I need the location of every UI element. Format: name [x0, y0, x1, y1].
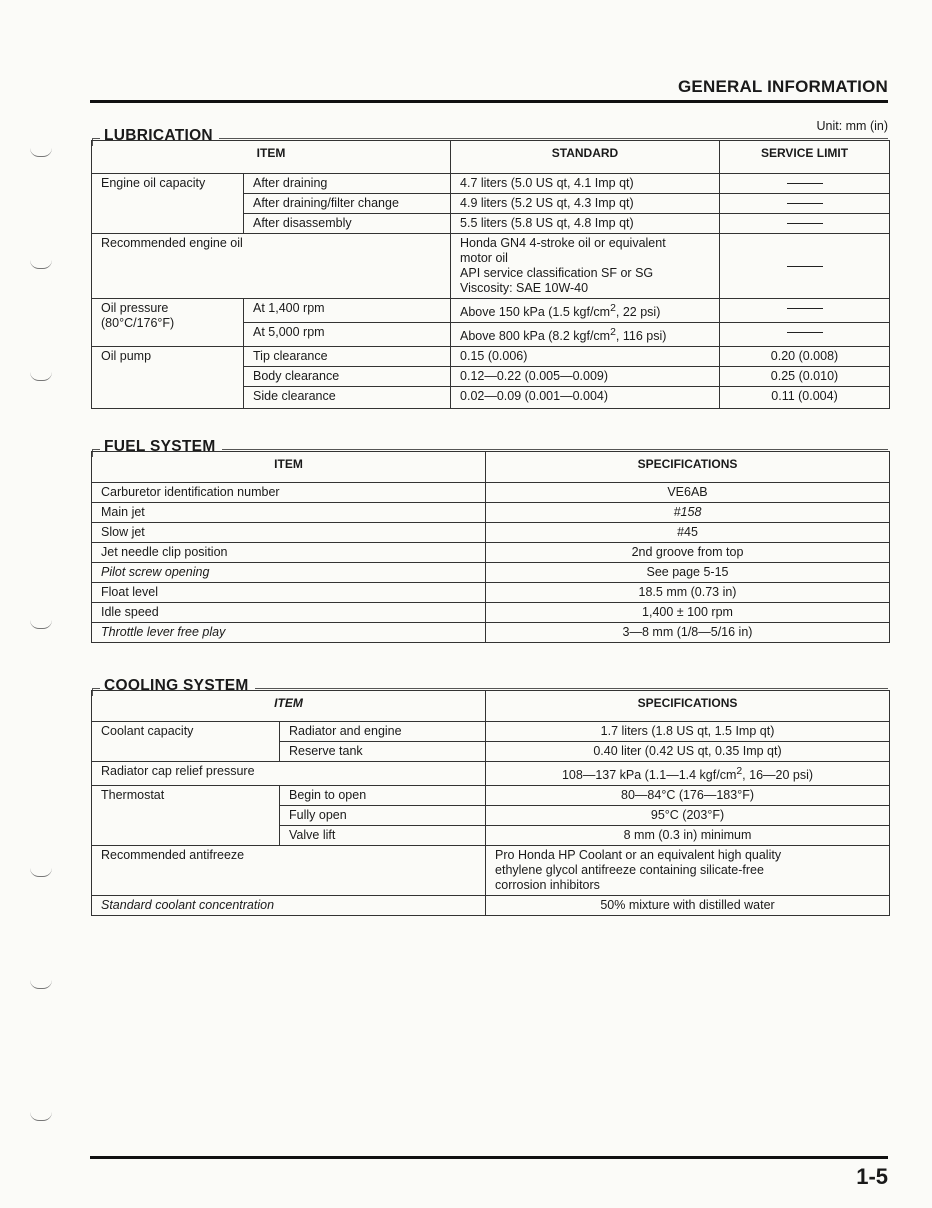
text-part: , 22 psi) — [615, 305, 661, 320]
table-row — [92, 234, 890, 299]
service-limit-value — [720, 194, 890, 214]
standard-value: 4.7 liters (5.0 US qt, 4.1 Imp qt) — [451, 174, 720, 194]
standard-value: 0.12—0.22 (0.005—0.009) — [451, 367, 720, 387]
page-number: 1-5 — [856, 1164, 888, 1189]
row-label: Float level — [92, 583, 486, 603]
row-label: Main jet — [92, 503, 486, 523]
service-limit-value — [720, 234, 890, 299]
row-sub-label: Begin to open — [280, 786, 486, 806]
table-row — [92, 846, 890, 896]
text-line: Honda GN4 4-stroke oil or equivalent — [460, 236, 666, 250]
table-row — [92, 483, 890, 503]
row-label: Slow jet — [92, 523, 486, 543]
text-line: Viscosity: SAE 10W-40 — [460, 281, 589, 295]
row-sub-label: At 1,400 rpm — [244, 299, 451, 323]
col-header-item: ITEM — [92, 141, 451, 174]
table-row — [92, 786, 890, 806]
dash-mark — [787, 183, 823, 184]
cooling-system-table — [91, 690, 890, 916]
row-label — [92, 299, 244, 347]
service-limit-value — [720, 214, 890, 234]
binder-mark — [30, 868, 52, 877]
row-sub-label: After draining — [244, 174, 451, 194]
dash-mark — [787, 223, 823, 224]
page-header-title: GENERAL INFORMATION — [678, 77, 888, 96]
standard-value: 5.5 liters (5.8 US qt, 4.8 Imp qt) — [451, 214, 720, 234]
standard-value — [451, 323, 720, 347]
binder-mark — [30, 260, 52, 269]
col-header-specifications: SPECIFICATIONS — [486, 691, 890, 722]
standard-value — [451, 299, 720, 323]
row-label: Thermostat — [92, 786, 280, 846]
fuel-system-title: FUEL SYSTEM — [100, 438, 222, 456]
table-row — [92, 563, 890, 583]
standard-value: 0.15 (0.006) — [451, 347, 720, 367]
text-line: ethylene glycol antifreeze containing silicate-free — [495, 863, 764, 878]
col-header-item: ITEM — [92, 452, 486, 483]
footer-rule — [90, 1156, 888, 1159]
table-header-row — [92, 691, 890, 722]
binder-mark — [30, 372, 52, 381]
binder-mark — [30, 620, 52, 629]
row-sub-label: Side clearance — [244, 387, 451, 409]
table-header-row — [92, 452, 890, 483]
row-label: Standard coolant concentration — [92, 896, 486, 916]
spec-value: 18.5 mm (0.73 in) — [486, 583, 890, 603]
row-label: Coolant capacity — [92, 722, 280, 762]
text-line: Oil pressure — [101, 301, 169, 315]
col-header-service-limit: SERVICE LIMIT — [720, 141, 890, 174]
binder-mark — [30, 980, 52, 989]
service-limit-value — [720, 299, 890, 323]
binder-mark — [30, 1112, 52, 1121]
spec-value: #158 — [486, 503, 890, 523]
row-sub-label: Valve lift — [280, 826, 486, 846]
cooling-system-title: COOLING SYSTEM — [100, 677, 255, 695]
text-line: motor oil — [460, 251, 508, 265]
spec-value: 1,400 ± 100 rpm — [486, 603, 890, 623]
col-header-standard: STANDARD — [451, 141, 720, 174]
table-row — [92, 623, 890, 643]
row-label: Recommended antifreeze — [92, 846, 486, 896]
spec-value: 8 mm (0.3 in) minimum — [486, 826, 890, 846]
text-part: Above 800 kPa (8.2 kgf/cm — [460, 329, 611, 344]
superscript: 2 — [736, 766, 743, 777]
lubrication-table — [91, 140, 890, 409]
spec-value: 80—84°C (176—183°F) — [486, 786, 890, 806]
table-row — [92, 503, 890, 523]
row-label: Idle speed — [92, 603, 486, 623]
standard-value: 0.02—0.09 (0.001—0.004) — [451, 387, 720, 409]
row-sub-label: Fully open — [280, 806, 486, 826]
row-sub-label: Body clearance — [244, 367, 451, 387]
service-limit-value: 0.11 (0.004) — [720, 387, 890, 409]
text-line: (80°C/176°F) — [101, 316, 175, 330]
dash-mark — [787, 332, 823, 333]
row-sub-label: At 5,000 rpm — [244, 323, 451, 347]
header-rule — [90, 100, 888, 103]
table-row — [92, 762, 890, 786]
lubrication-title: LUBRICATION — [100, 127, 219, 145]
text-part: , 16—20 psi) — [742, 768, 814, 783]
superscript: 2 — [610, 303, 616, 314]
row-label: Carburetor identification number — [92, 483, 486, 503]
text-line: API service classification SF or SG — [460, 266, 654, 280]
table-row — [92, 174, 890, 194]
row-sub-label: After draining/filter change — [244, 194, 451, 214]
spec-value: #45 — [486, 523, 890, 543]
row-label: Oil pump — [92, 347, 244, 409]
row-label: Recommended engine oil — [92, 234, 451, 299]
spec-value: VE6AB — [486, 483, 890, 503]
table-row — [92, 543, 890, 563]
spec-value: See page 5-15 — [486, 563, 890, 583]
row-label: Throttle lever free play — [92, 623, 486, 643]
superscript: 2 — [610, 327, 616, 339]
table-header-row — [92, 141, 890, 174]
standard-value: 4.9 liters (5.2 US qt, 4.3 Imp qt) — [451, 194, 720, 214]
row-label: Pilot screw opening — [92, 563, 486, 583]
table-row — [92, 722, 890, 742]
unit-note: Unit: mm (in) — [816, 119, 888, 133]
service-limit-value — [720, 323, 890, 347]
dash-mark — [787, 203, 823, 204]
spec-value — [486, 762, 890, 786]
dash-mark — [787, 266, 823, 267]
row-sub-label: Radiator and engine — [280, 722, 486, 742]
text-part: , 116 psi) — [615, 329, 667, 344]
spec-value: 3—8 mm (1/8—5/16 in) — [486, 623, 890, 643]
spec-value: 95°C (203°F) — [486, 806, 890, 826]
table-row — [92, 299, 890, 323]
row-sub-label: Reserve tank — [280, 742, 486, 762]
fuel-system-table — [91, 451, 890, 643]
row-sub-label: After disassembly — [244, 214, 451, 234]
spec-value: 0.40 liter (0.42 US qt, 0.35 Imp qt) — [486, 742, 890, 762]
text-line: Pro Honda HP Coolant or an equivalent high quality — [495, 848, 782, 863]
table-row — [92, 896, 890, 916]
dash-mark — [787, 308, 823, 309]
text-part: Above 150 kPa (1.5 kgf/cm — [460, 305, 611, 320]
text-line: corrosion inhibitors — [495, 878, 600, 893]
row-label: Radiator cap relief pressure — [92, 762, 486, 786]
row-sub-label: Tip clearance — [244, 347, 451, 367]
service-limit-value: 0.25 (0.010) — [720, 367, 890, 387]
service-limit-value — [720, 174, 890, 194]
col-header-specifications: SPECIFICATIONS — [486, 452, 890, 483]
table-row — [92, 523, 890, 543]
table-row — [92, 347, 890, 367]
table-row — [92, 603, 890, 623]
spec-value: 2nd groove from top — [486, 543, 890, 563]
row-label: Engine oil capacity — [92, 174, 244, 234]
binder-mark — [30, 148, 52, 157]
row-label: Jet needle clip position — [92, 543, 486, 563]
service-limit-value: 0.20 (0.008) — [720, 347, 890, 367]
col-header-item: ITEM — [92, 691, 486, 722]
standard-value — [451, 234, 720, 299]
text-part: 108—137 kPa (1.1—1.4 kgf/cm — [561, 768, 737, 783]
table-row — [92, 583, 890, 603]
spec-value: 50% mixture with distilled water — [486, 896, 890, 916]
spec-value: 1.7 liters (1.8 US qt, 1.5 Imp qt) — [486, 722, 890, 742]
spec-value — [486, 846, 890, 896]
